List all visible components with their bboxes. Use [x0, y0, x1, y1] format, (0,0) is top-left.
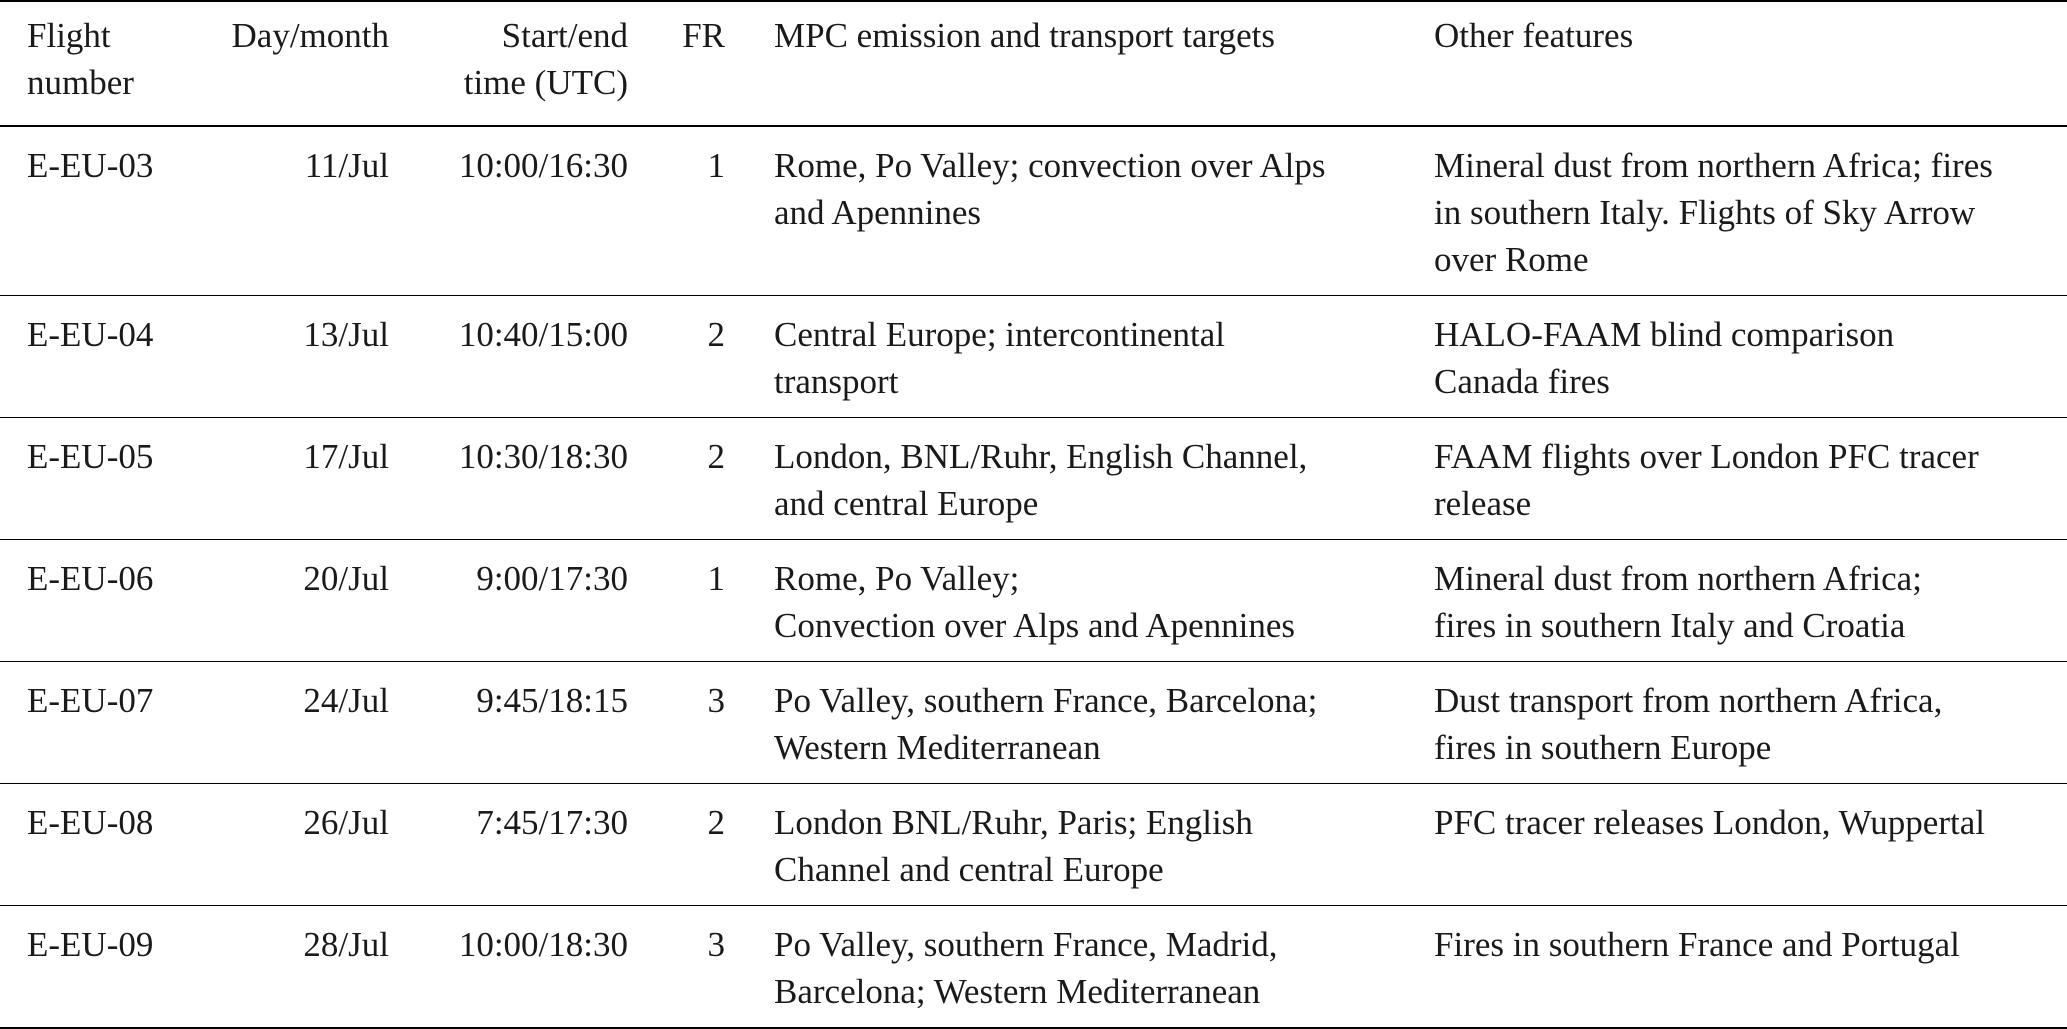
cell-text-line: transport [774, 362, 899, 401]
cell-start-end-time: 9:45/18:15 [389, 662, 628, 784]
table-row [0, 126, 2067, 296]
cell-text-line: Mineral dust from northern Africa; [1434, 559, 1922, 598]
cell-text-line: release [1434, 484, 1532, 523]
cell-mpc-targets [725, 540, 1434, 662]
cell-text-line: FR [682, 16, 725, 55]
cell-day-month: 11/Jul [167, 126, 389, 296]
cell-fr: 2 [628, 784, 725, 906]
cell-mpc-targets [725, 906, 1434, 1029]
table-header-row [0, 1, 2067, 126]
cell-start-end-time: 7:45/17:30 [389, 784, 628, 906]
cell-text-line: Barcelona; Western Mediterranean [774, 972, 1261, 1011]
cell-text-line: Convection over Alps and Apennines [774, 606, 1296, 645]
cell-text-line: Rome, Po Valley; convection over Alps [774, 146, 1326, 185]
cell-fr: 3 [628, 906, 725, 1029]
cell-text-line: Flight [27, 16, 111, 55]
cell-text-line: fires in southern Italy and Croatia [1434, 606, 1906, 645]
header-other-features [1434, 1, 2067, 126]
table-row [0, 662, 2067, 784]
cell-text-line: Other features [1434, 16, 1634, 55]
cell-fr: 1 [628, 540, 725, 662]
cell-mpc-targets [725, 418, 1434, 540]
cell-text-line: Central Europe; intercontinental [774, 315, 1225, 354]
cell-flight-number: E-EU-04 [0, 296, 167, 418]
cell-text-line: Fires in southern France and Portugal [1434, 925, 1960, 964]
cell-other-features [1434, 418, 2067, 540]
cell-text-line: Western Mediterranean [774, 728, 1101, 767]
cell-day-month: 28/Jul [167, 906, 389, 1029]
cell-other-features [1434, 784, 2067, 906]
table-row [0, 906, 2067, 1029]
table-row [0, 296, 2067, 418]
cell-day-month: 17/Jul [167, 418, 389, 540]
cell-other-features [1434, 906, 2067, 1029]
cell-start-end-time: 10:40/15:00 [389, 296, 628, 418]
cell-flight-number: E-EU-08 [0, 784, 167, 906]
header-day-month [167, 1, 389, 126]
cell-text-line: Channel and central Europe [774, 850, 1164, 889]
table-row [0, 418, 2067, 540]
cell-other-features [1434, 126, 2067, 296]
header-mpc-targets [725, 1, 1434, 126]
table-row [0, 540, 2067, 662]
table-body [0, 126, 2067, 1028]
cell-text-line: number [27, 63, 134, 102]
cell-flight-number: E-EU-03 [0, 126, 167, 296]
cell-flight-number: E-EU-07 [0, 662, 167, 784]
cell-flight-number: E-EU-06 [0, 540, 167, 662]
cell-flight-number: E-EU-09 [0, 906, 167, 1029]
cell-start-end-time: 9:00/17:30 [389, 540, 628, 662]
cell-text-line: Rome, Po Valley; [774, 559, 1020, 598]
cell-text-line: Po Valley, southern France, Madrid, [774, 925, 1278, 964]
cell-start-end-time: 10:00/16:30 [389, 126, 628, 296]
cell-other-features [1434, 662, 2067, 784]
cell-text-line: Start/end [501, 16, 628, 55]
cell-text-line: Po Valley, southern France, Barcelona; [774, 681, 1318, 720]
cell-fr: 1 [628, 126, 725, 296]
cell-text-line: Canada fires [1434, 362, 1610, 401]
cell-fr: 2 [628, 418, 725, 540]
cell-other-features [1434, 296, 2067, 418]
cell-fr: 2 [628, 296, 725, 418]
cell-other-features [1434, 540, 2067, 662]
cell-text-line: Dust transport from northern Africa, [1434, 681, 1943, 720]
cell-text-line: London, BNL/Ruhr, English Channel, [774, 437, 1308, 476]
cell-text-line: MPC emission and transport targets [774, 16, 1275, 55]
cell-mpc-targets [725, 296, 1434, 418]
cell-text-line: Day/month [231, 16, 389, 55]
cell-day-month: 20/Jul [167, 540, 389, 662]
cell-text-line: time (UTC) [463, 63, 628, 102]
cell-text-line: and Apennines [774, 193, 982, 232]
cell-fr: 3 [628, 662, 725, 784]
cell-day-month: 24/Jul [167, 662, 389, 784]
cell-day-month: 13/Jul [167, 296, 389, 418]
header-flight-number [0, 1, 167, 126]
cell-mpc-targets [725, 784, 1434, 906]
cell-text-line: HALO-FAAM blind comparison [1434, 315, 1895, 354]
cell-day-month: 26/Jul [167, 784, 389, 906]
cell-text-line: and central Europe [774, 484, 1039, 523]
cell-text-line: London BNL/Ruhr, Paris; English [774, 803, 1253, 842]
cell-start-end-time: 10:00/18:30 [389, 906, 628, 1029]
cell-text-line: Mineral dust from northern Africa; fires [1434, 146, 1993, 185]
cell-text-line: over Rome [1434, 240, 1589, 279]
cell-start-end-time: 10:30/18:30 [389, 418, 628, 540]
header-start-end-time [389, 1, 628, 126]
cell-text-line: PFC tracer releases London, Wuppertal [1434, 803, 1985, 842]
cell-text-line: in southern Italy. Flights of Sky Arrow [1434, 193, 1976, 232]
cell-text-line: fires in southern Europe [1434, 728, 1772, 767]
cell-mpc-targets [725, 662, 1434, 784]
cell-text-line: FAAM flights over London PFC tracer [1434, 437, 1979, 476]
table-row [0, 784, 2067, 906]
cell-flight-number: E-EU-05 [0, 418, 167, 540]
cell-mpc-targets [725, 126, 1434, 296]
header-fr [628, 1, 725, 126]
